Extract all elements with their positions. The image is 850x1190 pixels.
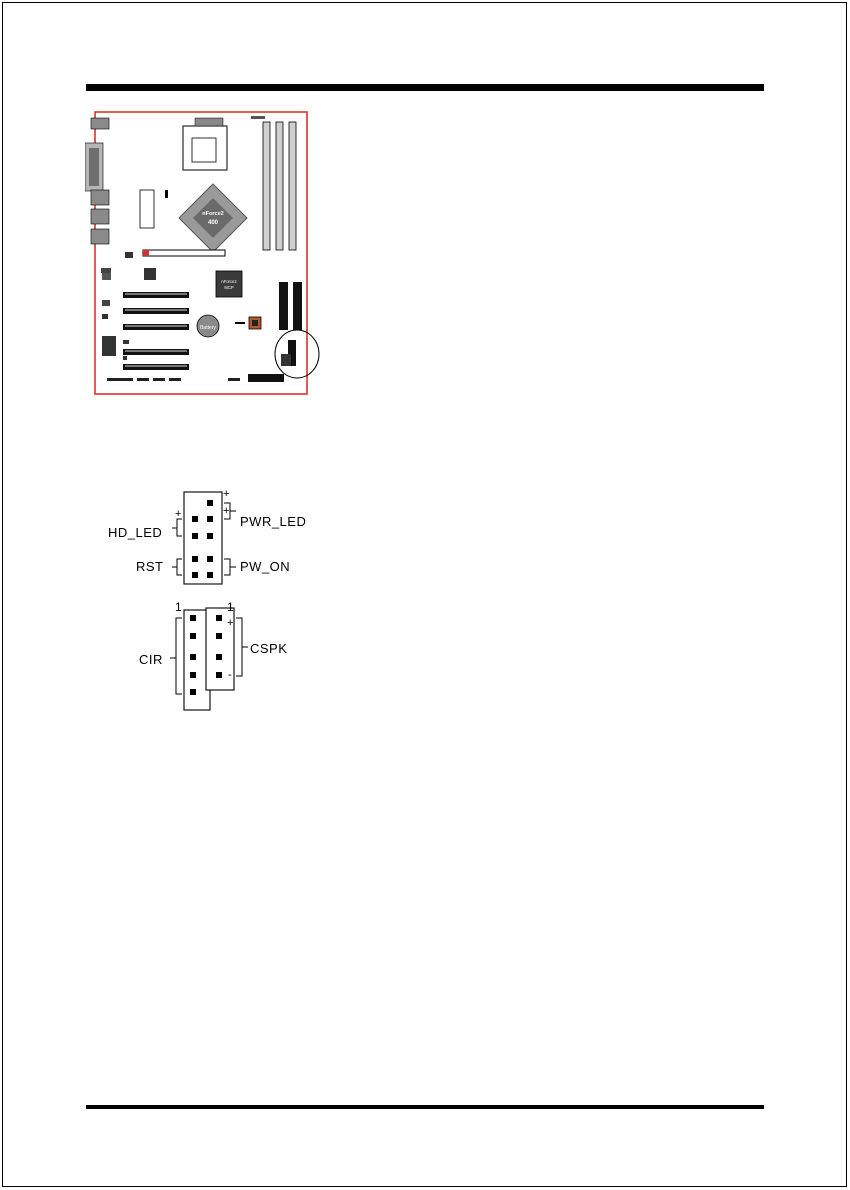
usb-lan-port-2 (91, 209, 109, 224)
dimm-slot-1 (263, 122, 270, 250)
pin (216, 633, 222, 639)
front-panel-header-body (184, 492, 222, 584)
svg-text:MCP: MCP (224, 285, 234, 290)
atx-power-connector (140, 190, 154, 228)
rst-label: RST (136, 559, 164, 574)
cspk-label: CSPK (250, 641, 288, 656)
pin (192, 572, 198, 578)
cir-bracket (170, 618, 182, 694)
pin (207, 500, 213, 506)
cspk-minus-mark: - (228, 669, 232, 681)
dimm-slot-2 (276, 122, 283, 250)
svg-text:nForce2: nForce2 (221, 279, 237, 284)
pin (207, 556, 213, 562)
cir-label: CIR (139, 652, 163, 667)
southbridge-chip (216, 271, 242, 297)
motherboard-diagram (85, 108, 330, 398)
pw-on-bracket (224, 559, 236, 575)
pwr-led-plus-mark-2: + (223, 505, 230, 517)
pin (190, 615, 196, 621)
footer-rule (86, 1105, 764, 1109)
pin (207, 572, 213, 578)
hd-led-plus-mark: + (175, 508, 182, 520)
pwr-led-label: PWR_LED (240, 514, 307, 529)
pin (190, 654, 196, 660)
cspk-plus-mark: + (227, 617, 234, 629)
header-rule (86, 84, 764, 91)
dimm-slot-3 (289, 122, 296, 250)
pin (207, 533, 213, 539)
ps2-port (91, 118, 109, 129)
pw-on-label: PW_ON (240, 559, 291, 574)
pin (190, 689, 196, 695)
svg-text:nForce2: nForce2 (202, 211, 224, 217)
battery (197, 315, 219, 337)
svg-text:400: 400 (207, 220, 219, 226)
cspk-pin-one-mark: 1 (227, 600, 234, 614)
pin (192, 533, 198, 539)
svg-text:Battery: Battery (200, 325, 216, 331)
cir-pin-one-mark: 1 (175, 600, 182, 614)
rst-bracket (172, 559, 182, 575)
pin (192, 516, 198, 522)
pwr-led-plus-mark: + (223, 488, 230, 500)
cspk-bracket (236, 618, 248, 676)
pin (192, 556, 198, 562)
usb-lan-port-1 (91, 190, 109, 205)
pin (190, 672, 196, 678)
pin (190, 633, 196, 639)
pin (216, 615, 222, 621)
hd-led-label: HD_LED (108, 525, 163, 540)
ide-connector-1 (279, 282, 288, 330)
pin (207, 516, 213, 522)
pin (216, 654, 222, 660)
audio-port (91, 229, 109, 244)
agp-slot (143, 250, 225, 256)
hd-led-bracket (172, 519, 182, 536)
ide-connector-2 (293, 282, 302, 330)
pin (216, 672, 222, 678)
cir-cspk-pinout (160, 600, 250, 716)
